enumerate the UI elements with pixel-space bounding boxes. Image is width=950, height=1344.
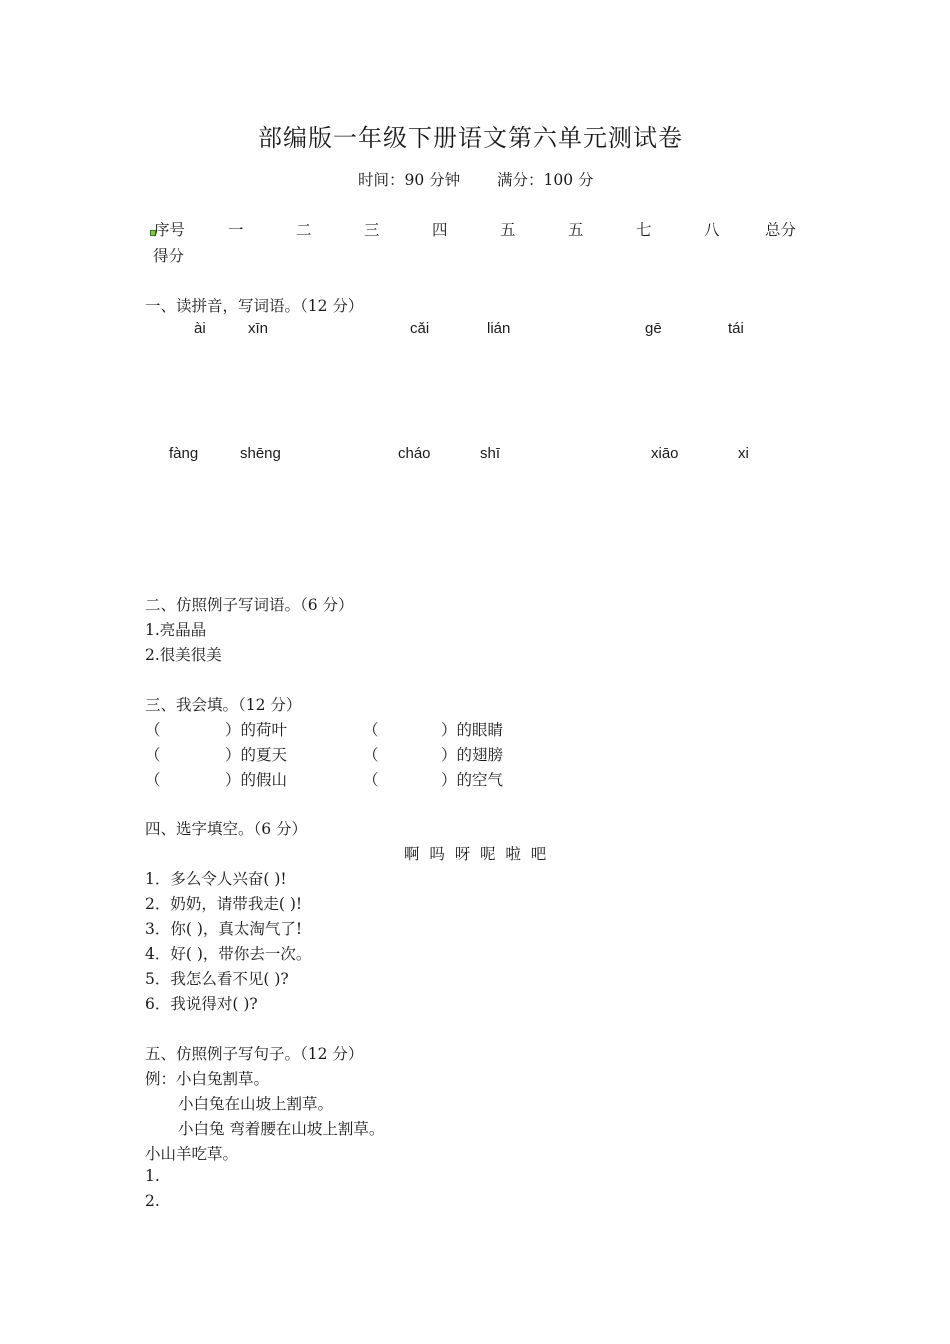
pinyin: lián (487, 320, 511, 337)
score-header-cell: 二 (296, 221, 312, 239)
pinyin: xi (738, 445, 749, 462)
example-line: 小白兔在山坡上割草。 (178, 1095, 334, 1113)
exam-time: 时间：90 分钟 (358, 171, 461, 189)
open-paren: （ (145, 746, 161, 764)
score-row-label: 得分 (153, 247, 185, 265)
choice-words: 啊 吗 呀 呢 啦 吧 (404, 845, 547, 863)
score-header-cell: 一 (228, 221, 244, 239)
list-item: 2．奶奶，请带我走( )! (145, 895, 303, 913)
answer-line: 2. (145, 1192, 160, 1210)
score-header-cell: 总分 (765, 221, 797, 239)
score-header-cell: 五 (568, 221, 584, 239)
pinyin: fàng (169, 445, 199, 462)
pinyin: cháo (398, 445, 431, 462)
prompt-sentence: 小山羊吃草。 (145, 1145, 239, 1163)
open-paren: （ (363, 746, 379, 764)
score-header-cell: 序号 (154, 221, 186, 239)
list-item: 4．好( )，带你去一次。 (145, 945, 312, 963)
example-line: 小白兔 弯着腰在山坡上割草。 (178, 1120, 385, 1138)
pinyin: shī (480, 445, 501, 462)
pinyin: cǎi (410, 320, 430, 337)
fill-phrase: ）的假山 (225, 771, 288, 789)
section-1-heading: 一、读拼音，写词语。（12 分） (145, 297, 364, 315)
answer-line: 1. (145, 1167, 160, 1185)
fill-phrase: ）的眼睛 (441, 721, 504, 739)
pinyin: tái (728, 320, 744, 337)
section-5-heading: 五、仿照例子写句子。（12 分） (145, 1045, 364, 1063)
list-item: 1．多么令人兴奋( )! (145, 870, 287, 888)
pinyin: xiāo (651, 445, 679, 462)
pinyin: ài (194, 320, 206, 337)
score-header-cell: 七 (636, 221, 652, 239)
open-paren: （ (363, 771, 379, 789)
exam-full-score: 满分：100 分 (497, 171, 594, 189)
section-3-heading: 三、我会填。（12 分） (145, 696, 302, 714)
score-header-cell: 四 (432, 221, 448, 239)
pinyin: gē (645, 320, 662, 337)
fill-phrase: ）的空气 (441, 771, 504, 789)
score-header-cell: 三 (364, 221, 380, 239)
fill-phrase: ）的荷叶 (225, 721, 288, 739)
list-item: 3．你( )，真太淘气了! (145, 920, 303, 938)
example-line: 例：小白兔割草。 (145, 1070, 270, 1088)
open-paren: （ (363, 721, 379, 739)
page-title: 部编版一年级下册语文第六单元测试卷 (258, 124, 683, 152)
section-4-heading: 四、选字填空。（6 分） (145, 820, 308, 838)
list-item: 2.很美很美 (145, 646, 222, 664)
score-header-cell: 五 (500, 221, 516, 239)
open-paren: （ (145, 771, 161, 789)
fill-phrase: ）的夏天 (225, 746, 288, 764)
list-item: 6．我说得对( )? (145, 995, 258, 1013)
list-item: 1.亮晶晶 (145, 621, 207, 639)
pinyin: shēng (240, 445, 281, 462)
section-2-heading: 二、仿照例子写词语。（6 分） (145, 596, 354, 614)
fill-phrase: ）的翅膀 (441, 746, 504, 764)
pinyin: xīn (248, 320, 269, 337)
open-paren: （ (145, 721, 161, 739)
list-item: 5．我怎么看不见( )? (145, 970, 289, 988)
score-header-cell: 八 (704, 221, 720, 239)
